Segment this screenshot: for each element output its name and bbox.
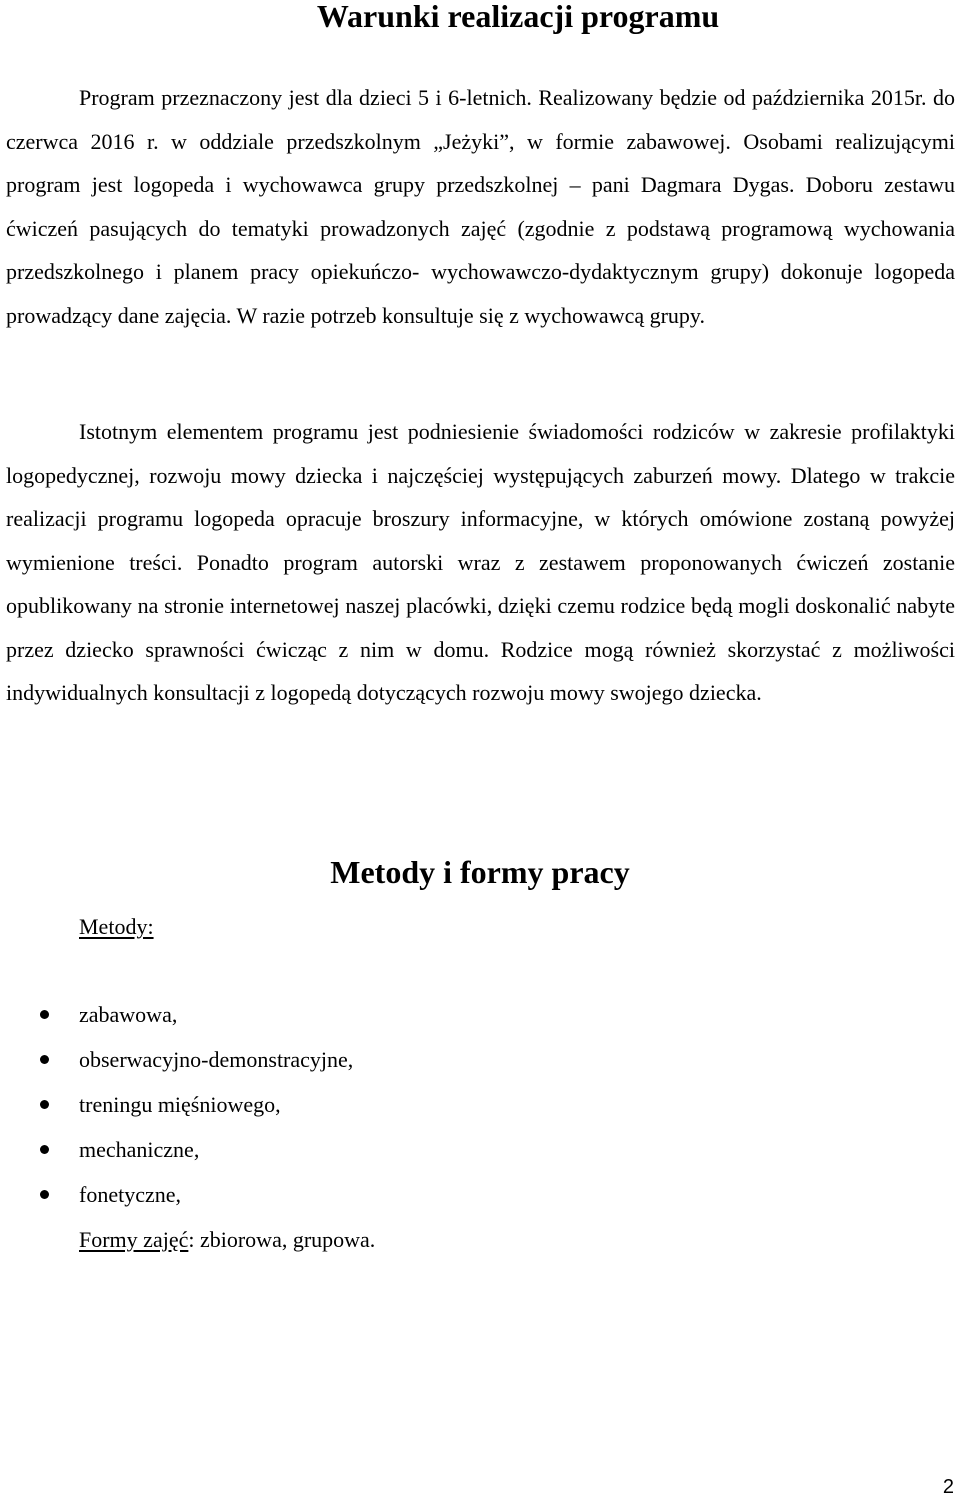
page-number: 2 [942,1476,954,1498]
list-item-text: zabawowa, [79,1002,178,1027]
bullet-icon [40,1010,49,1019]
bullet-icon [40,1055,49,1064]
paragraph-conditions [6,76,955,337]
page-title: Warunki realizacji programu [316,0,720,34]
methods-list [0,992,960,1217]
methods-label: Metody: [79,914,154,939]
bullet-icon [40,1100,49,1109]
list-item-text: obserwacyjno-demonstracyjne, [79,1047,354,1072]
list-item [0,992,960,1037]
list-item-text: treningu mięśniowego, [79,1092,281,1117]
section-title: Metody i formy pracy [330,854,630,890]
bullet-icon [40,1190,49,1199]
forms-line [79,1217,375,1262]
forms-value: : zbiorowa, grupowa. [188,1227,376,1252]
paragraph-conditions-text: Program przeznaczony jest dla dzieci 5 i 6-letnich. Realizowany będzie od października 2015r. do czerwca 2016 r. w oddziale przedszkolnym „Jeżyki”, w formie zabawowej. Osobami realizującymi program jest logopeda i wychowawca grupy przedszkolnej – pani Dagmara Dygas. Doboru zestawu ćwiczeń pasujących do tematyki prowadzonych zajęć (zgodnie z podstawą programową wychowania przedszkolnego i planem pracy opiekuńczo- wychowawczo-dydaktycznym grupy) dokonuje logopeda prowadzący dane zajęcia. W razie potrzeb konsultuje się z wychowawcą grupy. [6,85,955,328]
paragraph-parents-text: Istotnym elementem programu jest podniesienie świadomości rodziców w zakresie profilaktyki logopedycznej, rozwoju mowy dziecka i najczęściej występujących zaburzeń mowy. Dlatego w trakcie realizacji programu logopeda opracuje broszury informacyjne, w których omówione zostaną powyżej wymienione treści. Ponadto program autorski wraz z zestawem proponowanych ćwiczeń zostanie opublikowany na stronie internetowej naszej placówki, dzięki czemu rodzice będą mogli doskonalić nabyte przez dziecko sprawności ćwicząc z nim w domu. Rodzice mogą również skorzystać z możliwości indywidualnych konsultacji z logopedą dotyczących rozwoju mowy swojego dziecka. [6,419,955,705]
forms-label: Formy zajęć [79,1227,189,1252]
list-item [0,1037,960,1082]
list-item [0,1172,960,1217]
list-item [0,1082,960,1127]
list-item [0,1127,960,1172]
list-item-text: fonetyczne, [79,1182,181,1207]
bullet-icon [40,1145,49,1154]
paragraph-parents [6,410,955,715]
list-item-text: mechaniczne, [79,1137,200,1162]
